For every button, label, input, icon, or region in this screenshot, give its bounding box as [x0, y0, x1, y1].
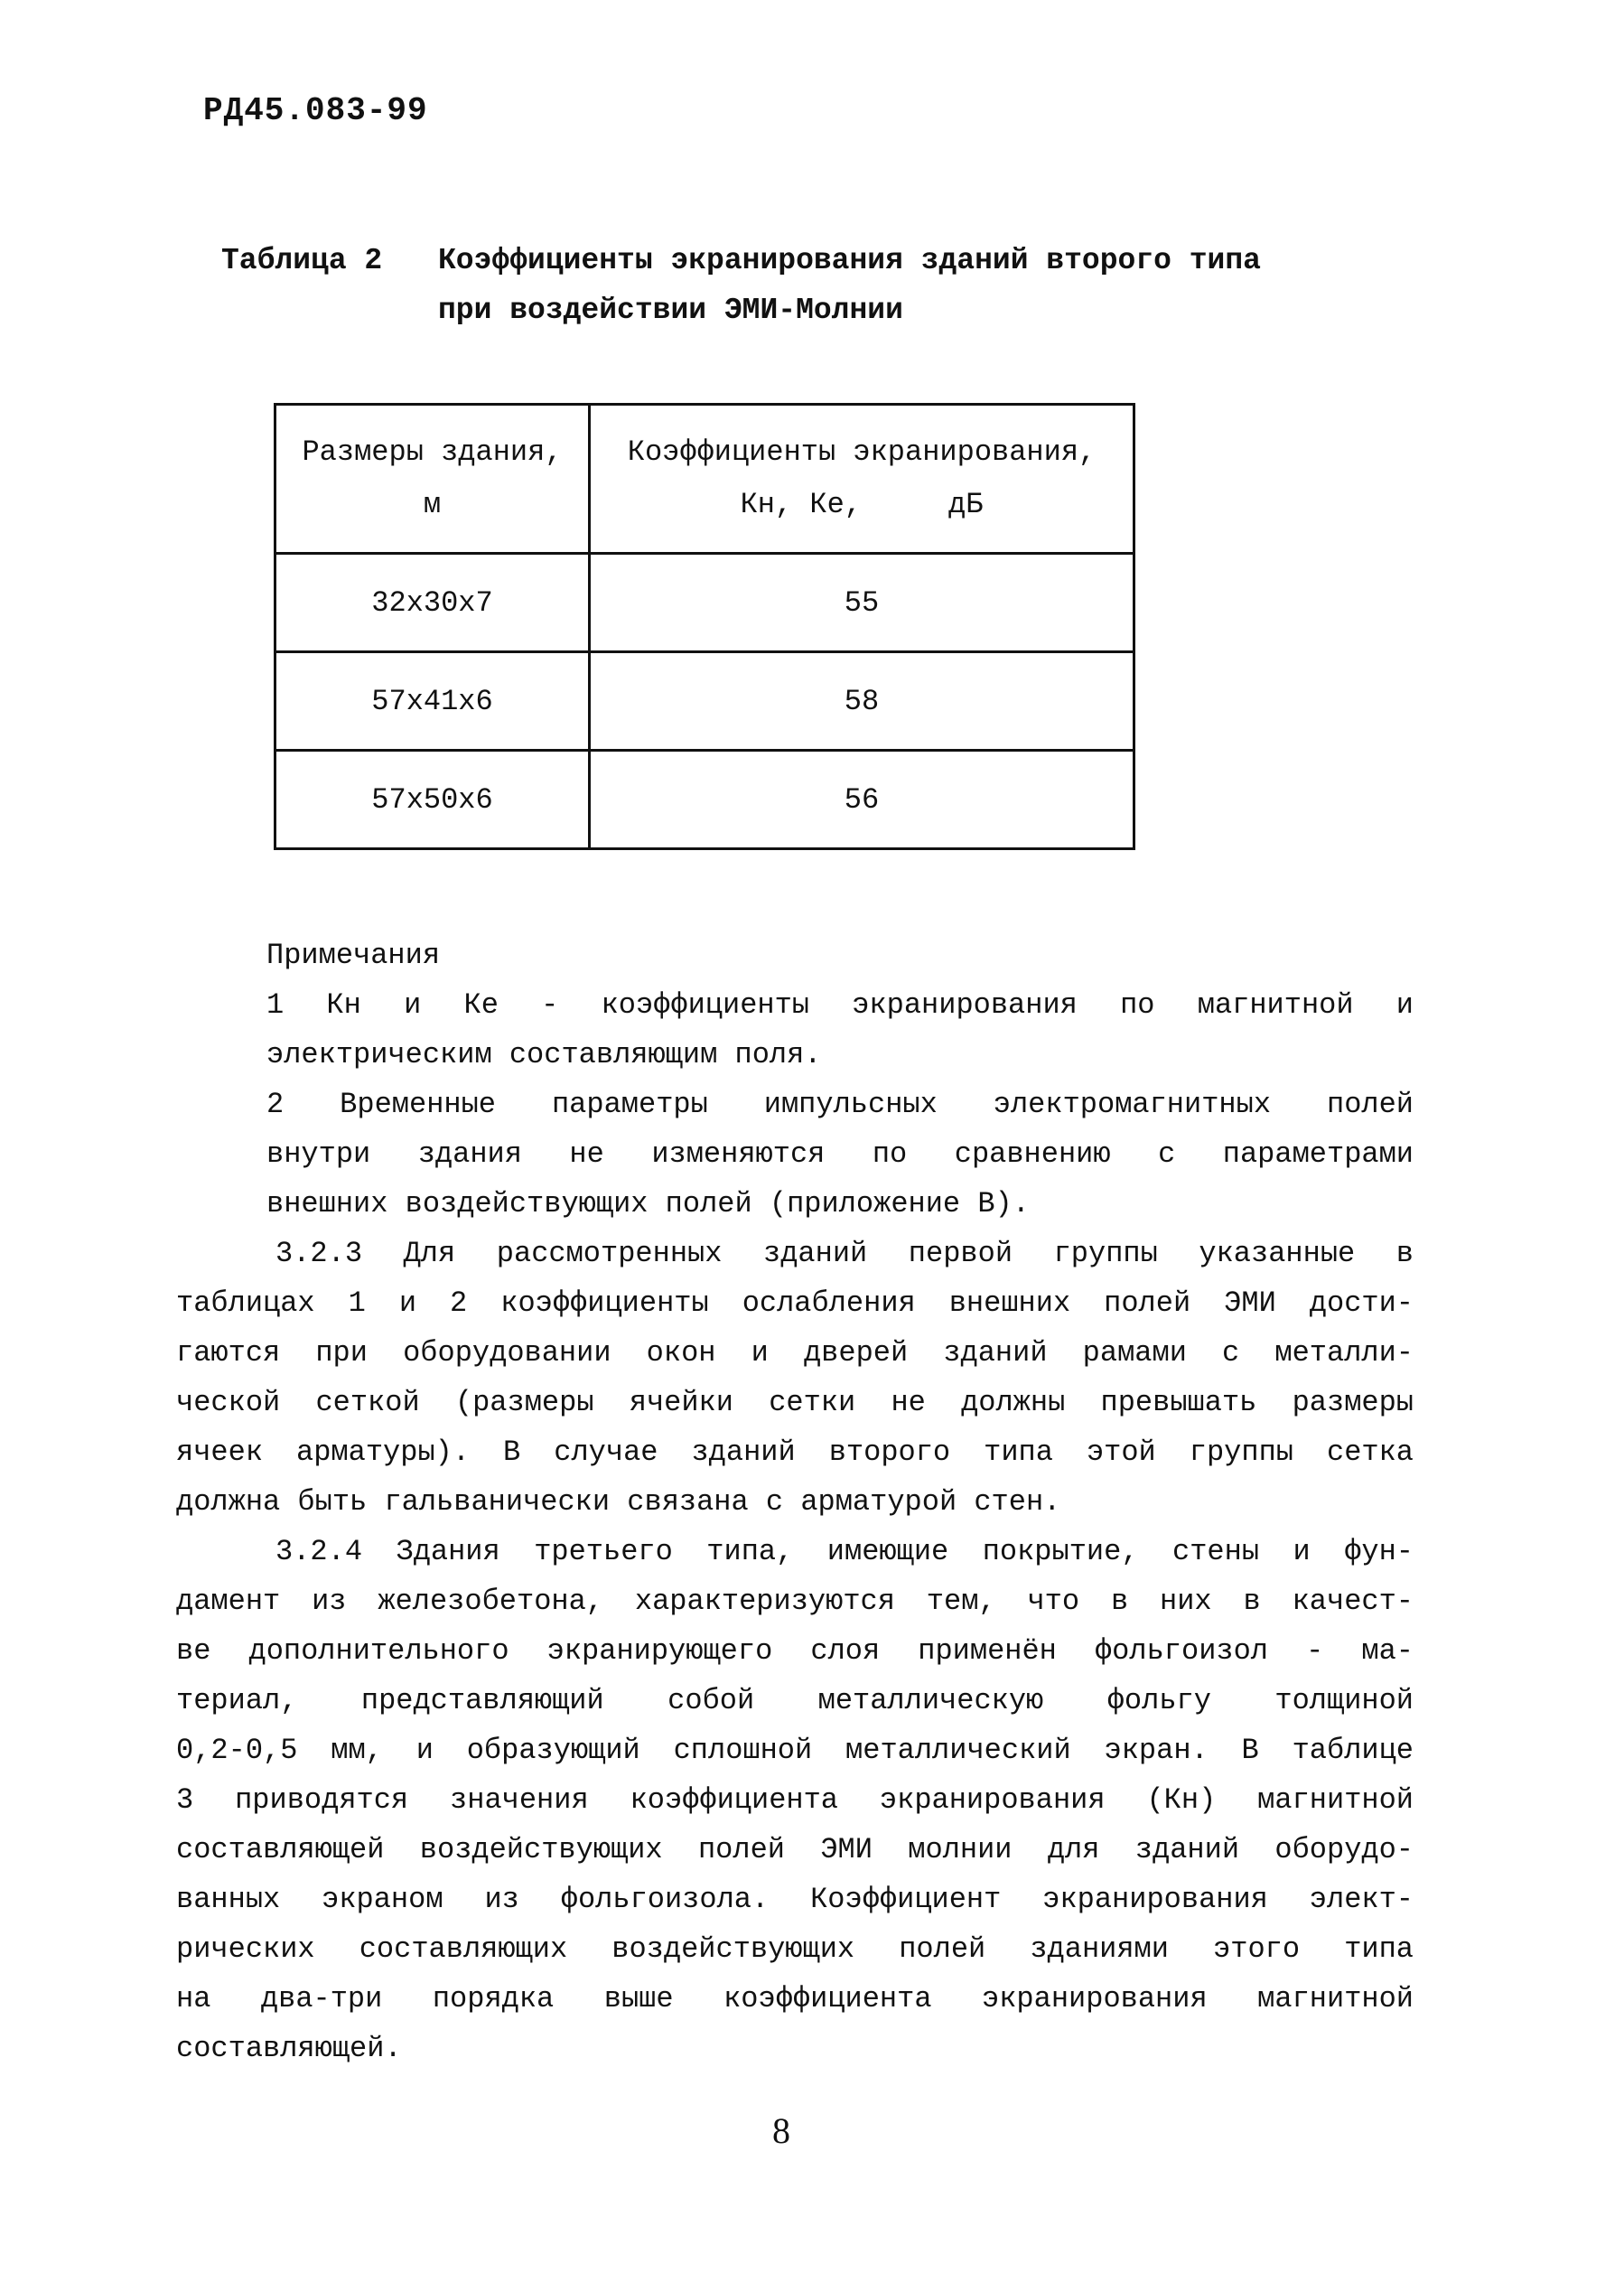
table-cell-coefficient: 55	[590, 554, 1134, 652]
paragraph-line: 3.2.3 Для рассмотренных зданий первой группы указанные в	[275, 1237, 1414, 1270]
shielding-coefficients-table	[274, 403, 1135, 850]
paragraph-line: таблицах 1 и 2 коэффициенты ослабления внешних полей ЭМИ дости-	[176, 1286, 1414, 1320]
table-header-row	[275, 405, 1134, 554]
table-caption-title: Коэффициенты экранирования зданий второго типа	[438, 244, 1261, 277]
paragraph-line: дамент из железобетона, характеризуются тем, что в них в качест-	[176, 1585, 1414, 1618]
note-2	[266, 1080, 1414, 1229]
notes-block	[266, 931, 1414, 1080]
note-line: внешних воздействующих полей (приложение В).	[266, 1187, 1030, 1220]
page-number: 8	[772, 2110, 790, 2151]
document-code: РД45.083-99	[203, 92, 428, 129]
paragraph-line: должна быть гальванически связана с арматурой стен.	[176, 1485, 1061, 1519]
table-cell-size: 32x30x7	[275, 554, 590, 652]
paragraph-line: составляющей воздействующих полей ЭМИ молнии для зданий оборудо-	[176, 1833, 1414, 1866]
paragraph-line: териал, представляющий собой металлическую фольгу толщиной	[176, 1684, 1414, 1717]
paragraph-line: ванных экраном из фольгоизола. Коэффициент экранирования элект-	[176, 1883, 1414, 1916]
section-3-2-3	[176, 1229, 1414, 1527]
paragraph-line: рических составляющих воздействующих полей зданиями этого типа	[176, 1932, 1414, 1966]
note-line: 2 Временные параметры импульсных электромагнитных полей	[266, 1088, 1414, 1121]
table-cell-coefficient: 56	[590, 751, 1134, 849]
paragraph-line: составляющей.	[176, 2032, 402, 2065]
paragraph-line: ячеек арматуры). В случае зданий второго типа этой группы сетка	[176, 1436, 1414, 1469]
table-cell-coefficient: 58	[590, 652, 1134, 751]
section-3-2-4	[176, 1527, 1414, 2073]
table-caption-title-cont: при воздействии ЭМИ-Молнии	[438, 294, 903, 327]
header-shielding-coefficient: Коэффициенты экранирования, Кн, Ке, дБ	[590, 405, 1134, 554]
paragraph-line: гаются при оборудовании окон и дверей зданий рамами с металли-	[176, 1336, 1414, 1370]
table-cell-size: 57x41x6	[275, 652, 590, 751]
table-cell-size: 57x50x6	[275, 751, 590, 849]
table-row	[275, 652, 1134, 751]
paragraph-line: 3 приводятся значения коэффициента экранирования (Кн) магнитной	[176, 1783, 1414, 1817]
paragraph-line: 3.2.4 Здания третьего типа, имеющие покрытие, стены и фун-	[275, 1535, 1414, 1568]
note-line: электрическим составляющим поля.	[266, 1038, 822, 1071]
paragraph-line: ческой сеткой (размеры ячейки сетки не должны превышать размеры	[176, 1386, 1414, 1419]
note-line: внутри здания не изменяются по сравнению с параметрами	[266, 1137, 1414, 1171]
note-line: 1 Кн и Ке - коэффициенты экранирования по магнитной и	[266, 988, 1414, 1022]
paragraph-line: на два-три порядка выше коэффициента экранирования магнитной	[176, 1982, 1414, 2015]
notes-title: Примечания	[266, 939, 441, 972]
paragraph-line: 0,2-0,5 мм, и образующий сплошной металлический экран. В таблице	[176, 1734, 1414, 1767]
header-building-size: Размеры здания, м	[275, 405, 590, 554]
table-caption-label: Таблица 2	[221, 244, 383, 277]
paragraph-line: ве дополнительного экранирующего слоя применён фольгоизол - ма-	[176, 1634, 1414, 1668]
table-row	[275, 751, 1134, 849]
table-row	[275, 554, 1134, 652]
